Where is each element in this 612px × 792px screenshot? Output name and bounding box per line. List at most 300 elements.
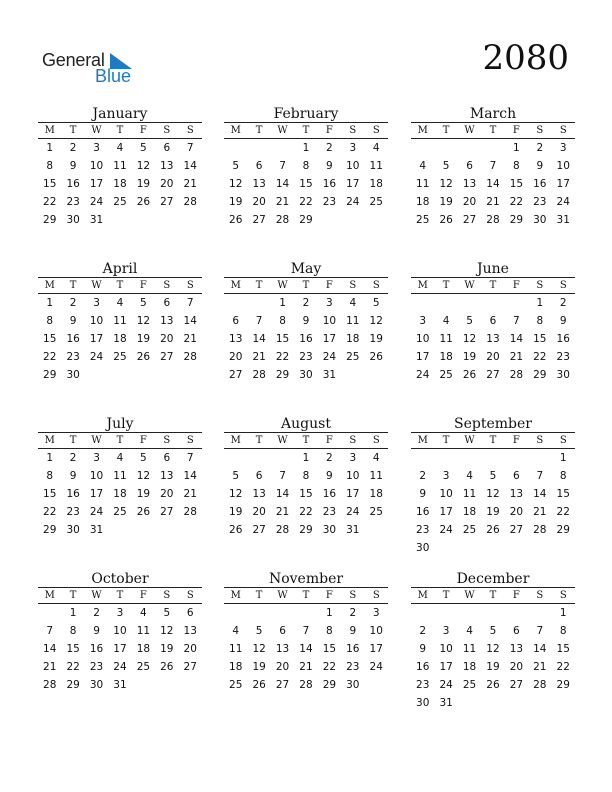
day-cell: 9 <box>326 160 333 172</box>
day-cell: 11 <box>113 160 127 172</box>
weekday-label: T <box>302 125 310 136</box>
day-cell: 9 <box>69 160 77 172</box>
day-cell: 19 <box>160 643 174 655</box>
month-november <box>224 571 388 694</box>
day-cell: 30 <box>66 214 80 226</box>
day-cell: 13 <box>486 333 500 345</box>
day-cell: 30 <box>416 697 430 709</box>
month-june <box>411 261 575 384</box>
day-cell: 28 <box>533 679 547 691</box>
day-cell: 12 <box>229 488 243 500</box>
weekday-label: S <box>186 435 194 446</box>
weekday-header <box>411 123 575 139</box>
weekday-label: W <box>277 280 288 291</box>
day-cell: 15 <box>43 488 57 500</box>
day-cell: 16 <box>416 506 430 518</box>
day-grid <box>224 449 388 539</box>
day-cell: 10 <box>439 643 453 655</box>
day-cell: 1 <box>69 607 77 619</box>
weekday-label: F <box>325 280 333 291</box>
day-cell: 26 <box>486 524 500 536</box>
day-cell: 24 <box>369 661 383 673</box>
day-grid <box>38 449 202 539</box>
day-cell: 27 <box>486 369 500 381</box>
day-cell: 14 <box>43 643 57 655</box>
day-cell: 1 <box>46 452 54 464</box>
day-cell: 23 <box>89 661 104 673</box>
day-cell: 3 <box>419 315 427 327</box>
day-cell: 2 <box>326 452 333 464</box>
day-cell: 18 <box>346 333 360 345</box>
day-cell: 3 <box>93 452 100 464</box>
day-cell: 13 <box>509 643 524 655</box>
day-grid <box>224 294 388 384</box>
weekday-label: M <box>417 435 428 446</box>
day-cell: 31 <box>89 214 104 226</box>
weekday-label: S <box>163 435 171 446</box>
day-cell: 6 <box>186 607 194 619</box>
day-cell: 29 <box>43 524 57 536</box>
day-cell: 14 <box>533 488 547 500</box>
day-cell: 10 <box>439 488 453 500</box>
month-july <box>38 416 202 539</box>
day-cell: 29 <box>556 679 570 691</box>
weekday-label: T <box>442 280 450 291</box>
day-cell: 11 <box>369 470 383 482</box>
day-cell: 7 <box>536 625 544 637</box>
weekday-label: F <box>139 590 147 601</box>
day-cell: 9 <box>302 315 310 327</box>
day-cell: 22 <box>509 196 524 208</box>
day-grid <box>411 604 575 712</box>
month-name: June <box>411 261 575 278</box>
weekday-label: F <box>512 435 520 446</box>
day-cell: 8 <box>302 160 310 172</box>
day-cell: 29 <box>299 214 313 226</box>
day-cell: 20 <box>160 333 174 345</box>
day-cell: 8 <box>559 470 567 482</box>
month-april <box>38 261 202 384</box>
day-cell: 23 <box>533 196 547 208</box>
weekday-label: S <box>349 280 357 291</box>
weekday-label: W <box>464 590 475 601</box>
day-cell: 2 <box>302 297 310 309</box>
day-cell: 12 <box>486 488 500 500</box>
month-august <box>224 416 388 539</box>
day-cell: 23 <box>556 351 570 363</box>
day-cell: 3 <box>349 452 357 464</box>
day-cell: 25 <box>462 524 477 536</box>
weekday-label: S <box>536 280 544 291</box>
day-cell: 12 <box>252 643 266 655</box>
weekday-label: W <box>277 125 288 136</box>
weekday-label: T <box>255 125 263 136</box>
weekday-label: S <box>536 435 544 446</box>
day-cell: 31 <box>113 679 127 691</box>
day-cell: 11 <box>462 643 477 655</box>
day-cell: 7 <box>513 315 520 327</box>
weekday-label: T <box>255 280 263 291</box>
day-cell: 10 <box>89 160 104 172</box>
weekday-label: F <box>325 435 333 446</box>
day-cell: 20 <box>509 661 524 673</box>
day-cell: 26 <box>160 661 174 673</box>
day-cell: 4 <box>466 625 473 637</box>
day-cell: 28 <box>183 506 197 518</box>
day-cell: 8 <box>69 625 77 637</box>
day-cell: 12 <box>136 470 151 482</box>
empty-day-cell <box>271 139 294 157</box>
weekday-label: W <box>277 435 288 446</box>
day-cell: 29 <box>509 214 524 226</box>
day-cell: 28 <box>43 679 57 691</box>
day-cell: 12 <box>462 333 477 345</box>
day-cell: 8 <box>513 160 520 172</box>
day-cell: 10 <box>113 625 127 637</box>
day-cell: 22 <box>556 506 570 518</box>
weekday-label: M <box>230 280 241 291</box>
weekday-label: S <box>372 280 380 291</box>
weekday-label: T <box>116 590 124 601</box>
weekday-label: T <box>442 590 450 601</box>
day-cell: 22 <box>299 506 313 518</box>
empty-day-cell <box>505 294 528 312</box>
weekday-header <box>38 123 202 139</box>
month-name: March <box>411 106 575 123</box>
day-cell: 16 <box>416 661 430 673</box>
day-cell: 7 <box>255 315 263 327</box>
day-cell: 1 <box>302 452 310 464</box>
weekday-label: W <box>91 125 102 136</box>
weekday-label: S <box>349 590 357 601</box>
day-cell: 17 <box>346 178 360 190</box>
weekday-label: S <box>163 590 171 601</box>
weekday-label: T <box>489 280 497 291</box>
day-cell: 17 <box>416 351 430 363</box>
weekday-label: S <box>186 280 194 291</box>
day-cell: 28 <box>275 214 290 226</box>
day-cell: 1 <box>536 297 544 309</box>
day-cell: 10 <box>346 470 360 482</box>
weekday-label: M <box>44 435 55 446</box>
day-cell: 19 <box>136 333 151 345</box>
day-cell: 12 <box>136 315 151 327</box>
day-cell: 30 <box>533 214 547 226</box>
empty-day-cell <box>411 139 434 157</box>
day-cell: 1 <box>326 607 333 619</box>
empty-day-cell <box>505 604 528 622</box>
weekday-header <box>224 588 388 604</box>
empty-day-cell <box>434 139 457 157</box>
day-cell: 10 <box>346 160 360 172</box>
day-cell: 27 <box>252 214 266 226</box>
day-cell: 6 <box>513 625 520 637</box>
day-cell: 7 <box>536 470 544 482</box>
day-cell: 2 <box>419 625 427 637</box>
day-cell: 3 <box>93 297 100 309</box>
day-cell: 22 <box>556 661 570 673</box>
day-cell: 4 <box>116 297 124 309</box>
day-cell: 19 <box>369 333 383 345</box>
day-cell: 18 <box>113 333 127 345</box>
day-cell: 23 <box>322 506 337 518</box>
day-cell: 4 <box>116 142 124 154</box>
day-cell: 21 <box>43 661 57 673</box>
day-cell: 9 <box>93 625 100 637</box>
day-cell: 15 <box>322 643 337 655</box>
day-cell: 28 <box>486 214 500 226</box>
month-name: September <box>411 416 575 433</box>
day-cell: 4 <box>140 607 147 619</box>
weekday-header <box>224 123 388 139</box>
weekday-label: W <box>464 435 475 446</box>
day-cell: 15 <box>299 178 313 190</box>
day-cell: 22 <box>299 196 313 208</box>
day-cell: 27 <box>229 369 243 381</box>
day-cell: 9 <box>559 315 567 327</box>
weekday-header <box>224 433 388 449</box>
day-cell: 28 <box>533 524 547 536</box>
day-cell: 6 <box>466 160 473 172</box>
day-cell: 10 <box>89 470 104 482</box>
day-cell: 13 <box>160 315 174 327</box>
month-name: July <box>38 416 202 433</box>
day-grid <box>411 294 575 384</box>
day-cell: 25 <box>113 506 127 518</box>
day-cell: 15 <box>43 178 57 190</box>
weekday-label: S <box>372 590 380 601</box>
weekday-label: F <box>325 125 333 136</box>
day-cell: 23 <box>66 351 80 363</box>
day-cell: 8 <box>279 315 286 327</box>
weekday-header <box>38 278 202 294</box>
day-cell: 27 <box>509 524 524 536</box>
day-cell: 14 <box>509 333 524 345</box>
day-cell: 17 <box>89 178 104 190</box>
day-cell: 19 <box>252 661 266 673</box>
weekday-label: M <box>417 590 428 601</box>
empty-day-cell <box>411 294 434 312</box>
day-cell: 15 <box>509 178 524 190</box>
month-name: October <box>38 571 202 588</box>
day-cell: 16 <box>556 333 570 345</box>
empty-day-cell <box>528 604 551 622</box>
day-cell: 31 <box>346 524 360 536</box>
empty-day-cell <box>481 604 504 622</box>
day-cell: 29 <box>275 369 290 381</box>
empty-day-cell <box>247 139 270 157</box>
day-cell: 16 <box>66 333 80 345</box>
day-cell: 8 <box>326 625 333 637</box>
year-title: 2080 <box>482 38 569 78</box>
day-cell: 5 <box>140 142 147 154</box>
day-cell: 23 <box>346 661 360 673</box>
day-cell: 21 <box>183 488 197 500</box>
weekday-label: T <box>116 125 124 136</box>
month-name: November <box>224 571 388 588</box>
day-cell: 20 <box>183 643 197 655</box>
month-february <box>224 106 388 229</box>
weekday-label: W <box>277 590 288 601</box>
empty-day-cell <box>224 294 247 312</box>
weekday-label: T <box>442 435 450 446</box>
day-cell: 16 <box>533 178 547 190</box>
day-cell: 17 <box>439 661 453 673</box>
day-cell: 17 <box>89 488 104 500</box>
weekday-label: F <box>512 125 520 136</box>
day-cell: 11 <box>113 470 127 482</box>
day-cell: 28 <box>183 351 197 363</box>
day-cell: 21 <box>183 178 197 190</box>
day-cell: 16 <box>322 488 337 500</box>
day-cell: 2 <box>69 297 77 309</box>
weekday-label: T <box>69 590 77 601</box>
day-cell: 27 <box>160 196 174 208</box>
day-cell: 7 <box>46 625 54 637</box>
day-cell: 19 <box>486 661 500 673</box>
day-cell: 21 <box>533 661 547 673</box>
day-cell: 22 <box>43 351 57 363</box>
month-march <box>411 106 575 229</box>
day-cell: 15 <box>556 488 570 500</box>
day-cell: 8 <box>46 315 54 327</box>
day-cell: 13 <box>252 178 266 190</box>
day-cell: 19 <box>462 351 477 363</box>
day-cell: 29 <box>322 679 337 691</box>
day-cell: 18 <box>416 196 430 208</box>
day-cell: 24 <box>322 351 337 363</box>
day-cell: 29 <box>43 369 57 381</box>
day-cell: 23 <box>322 196 337 208</box>
weekday-label: T <box>442 125 450 136</box>
day-cell: 4 <box>466 470 473 482</box>
day-cell: 26 <box>252 679 266 691</box>
day-cell: 14 <box>533 643 547 655</box>
day-grid <box>38 604 202 694</box>
day-cell: 10 <box>322 315 337 327</box>
day-cell: 1 <box>46 297 54 309</box>
day-cell: 22 <box>43 506 57 518</box>
day-cell: 20 <box>509 506 524 518</box>
day-cell: 25 <box>369 506 383 518</box>
day-cell: 10 <box>369 625 383 637</box>
weekday-label: F <box>512 280 520 291</box>
day-cell: 17 <box>439 506 453 518</box>
weekday-header <box>411 278 575 294</box>
day-cell: 26 <box>229 214 243 226</box>
day-cell: 4 <box>349 297 357 309</box>
day-cell: 20 <box>486 351 500 363</box>
day-cell: 27 <box>183 661 197 673</box>
day-cell: 25 <box>462 679 477 691</box>
month-may <box>224 261 388 384</box>
day-cell: 6 <box>232 315 240 327</box>
empty-day-cell <box>458 449 481 467</box>
empty-day-cell <box>411 449 434 467</box>
empty-day-cell <box>271 604 294 622</box>
day-cell: 21 <box>275 506 290 518</box>
empty-day-cell <box>271 449 294 467</box>
day-cell: 8 <box>559 625 567 637</box>
weekday-label: S <box>163 280 171 291</box>
day-cell: 6 <box>513 470 520 482</box>
day-cell: 24 <box>89 196 104 208</box>
day-cell: 20 <box>252 196 266 208</box>
day-cell: 28 <box>183 196 197 208</box>
day-cell: 6 <box>255 160 263 172</box>
day-cell: 11 <box>416 178 430 190</box>
day-cell: 6 <box>163 297 171 309</box>
day-cell: 15 <box>275 333 290 345</box>
day-cell: 11 <box>136 625 151 637</box>
weekday-label: S <box>536 590 544 601</box>
day-cell: 16 <box>299 333 313 345</box>
empty-day-cell <box>458 139 481 157</box>
day-cell: 7 <box>186 452 194 464</box>
weekday-header <box>38 588 202 604</box>
day-cell: 9 <box>419 488 427 500</box>
day-cell: 22 <box>66 661 80 673</box>
empty-day-cell <box>224 449 247 467</box>
weekday-label: S <box>559 125 567 136</box>
day-cell: 16 <box>346 643 360 655</box>
day-cell: 14 <box>486 178 500 190</box>
day-cell: 13 <box>160 470 174 482</box>
day-cell: 27 <box>462 214 477 226</box>
day-cell: 30 <box>66 524 80 536</box>
day-cell: 20 <box>229 351 243 363</box>
weekday-label: W <box>464 280 475 291</box>
day-cell: 7 <box>279 160 286 172</box>
empty-day-cell <box>434 604 457 622</box>
day-cell: 5 <box>466 315 473 327</box>
day-cell: 3 <box>442 470 450 482</box>
day-cell: 6 <box>489 315 497 327</box>
weekday-label: T <box>302 590 310 601</box>
day-cell: 3 <box>349 142 357 154</box>
day-cell: 21 <box>509 351 524 363</box>
day-cell: 9 <box>349 625 357 637</box>
day-cell: 27 <box>509 679 524 691</box>
day-cell: 23 <box>66 506 80 518</box>
day-cell: 26 <box>136 196 151 208</box>
day-cell: 31 <box>322 369 337 381</box>
day-cell: 12 <box>486 643 500 655</box>
weekday-label: M <box>230 125 241 136</box>
empty-day-cell <box>411 604 434 622</box>
weekday-label: T <box>489 435 497 446</box>
day-cell: 30 <box>66 369 80 381</box>
day-cell: 6 <box>163 452 171 464</box>
day-cell: 25 <box>439 369 453 381</box>
empty-day-cell <box>224 139 247 157</box>
day-cell: 26 <box>136 506 151 518</box>
weekday-header <box>224 278 388 294</box>
day-cell: 19 <box>136 488 151 500</box>
day-cell: 27 <box>160 506 174 518</box>
day-cell: 24 <box>439 679 453 691</box>
day-cell: 28 <box>509 369 524 381</box>
day-cell: 5 <box>140 452 147 464</box>
day-cell: 20 <box>160 178 174 190</box>
weekday-label: M <box>230 590 241 601</box>
day-cell: 12 <box>439 178 453 190</box>
weekday-label: T <box>69 435 77 446</box>
day-cell: 14 <box>183 315 197 327</box>
day-cell: 10 <box>416 333 430 345</box>
day-cell: 30 <box>322 524 337 536</box>
day-cell: 2 <box>559 297 567 309</box>
